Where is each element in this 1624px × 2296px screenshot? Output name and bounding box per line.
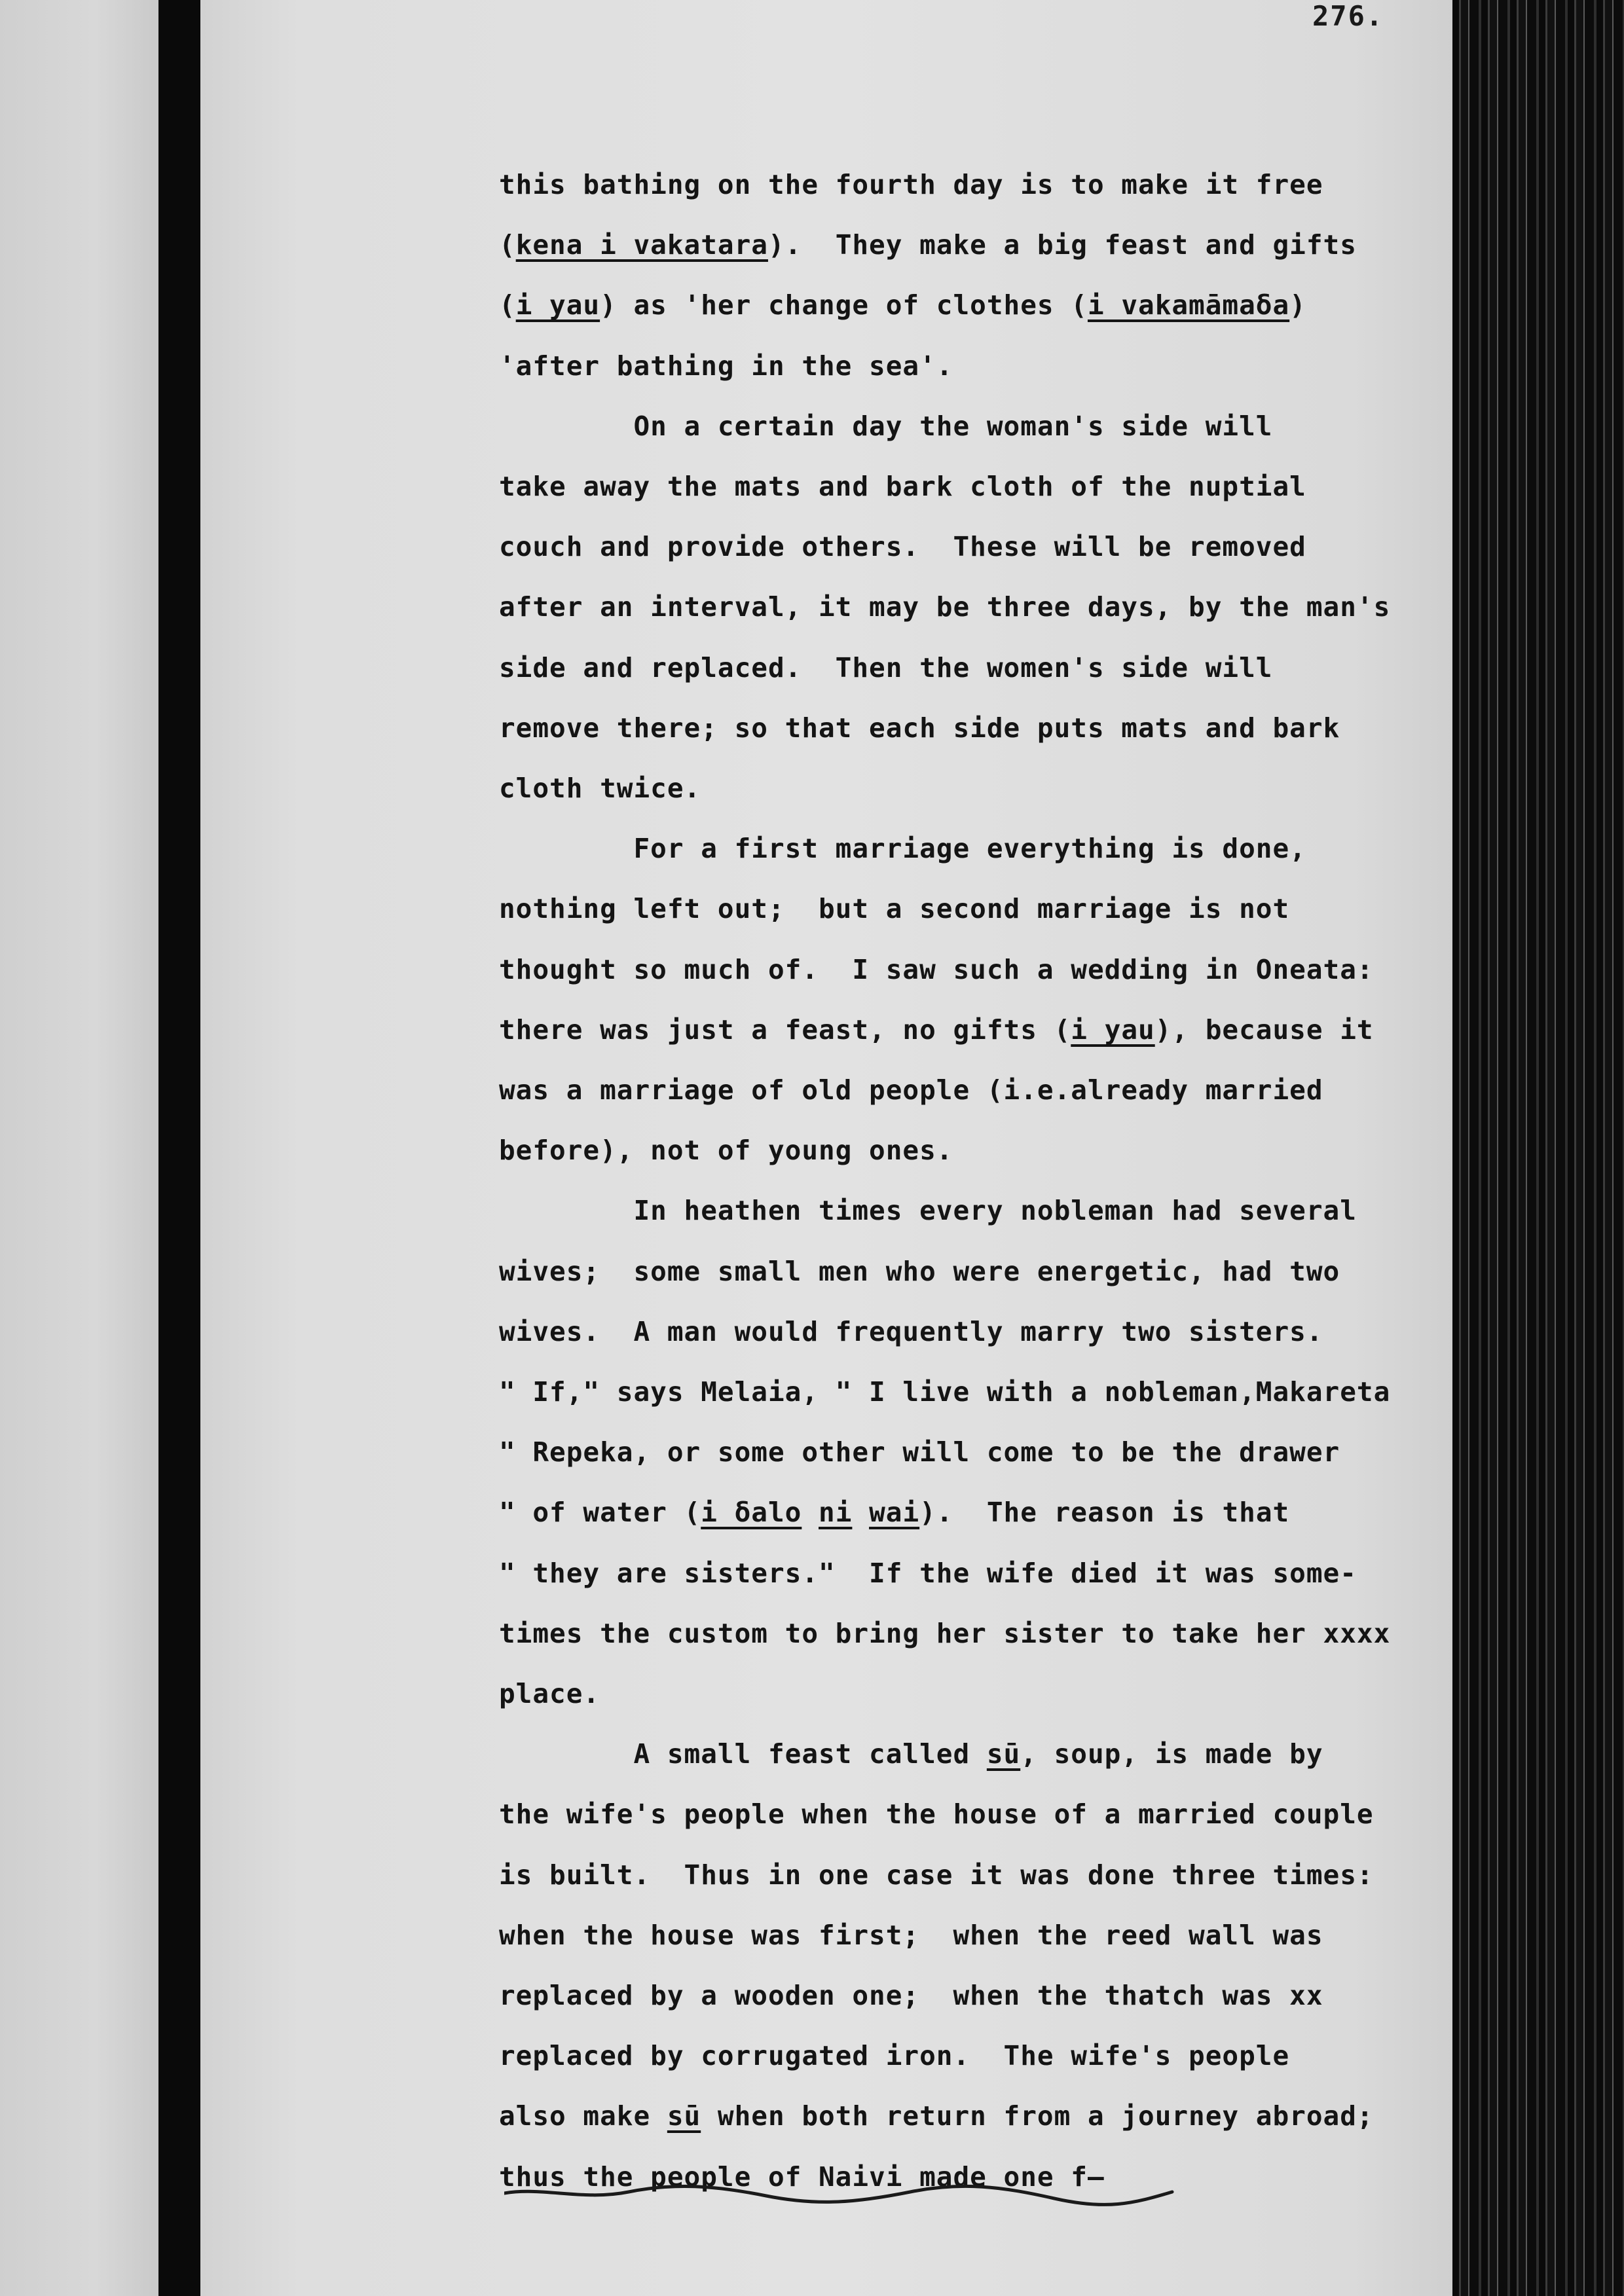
text-line xyxy=(499,893,1290,924)
text-line xyxy=(499,2100,1374,2132)
text-line xyxy=(499,2040,1290,2071)
text-segment: was a marriage of old people (i.e.already married xyxy=(499,1074,1323,1106)
text-line xyxy=(499,229,1357,261)
text-segment: 'after bathing in the sea'. xyxy=(499,350,953,382)
text-segment: place. xyxy=(499,1678,600,1709)
text-segment: there was just a feast, no gifts ( xyxy=(499,1014,1071,1046)
underlined-term: i yau xyxy=(515,289,600,321)
text-segment: cloth twice. xyxy=(499,773,701,804)
text-line xyxy=(499,169,1323,200)
text-segment: ( xyxy=(499,289,516,321)
text-segment: remove there; so that each side puts mats and bark xyxy=(499,712,1340,744)
text-line xyxy=(499,1499,1289,1526)
page-gutter-shadow xyxy=(158,0,200,2296)
text-segment: , soup, is made by xyxy=(1020,1738,1323,1770)
page-number: 276. xyxy=(1312,0,1384,32)
text-segment: when the house was first; when the reed wall was xyxy=(499,1920,1323,1951)
text-segment: For a first marriage everything is done, xyxy=(499,833,1306,864)
text-segment: this bathing on the fourth day is to make it free xyxy=(499,169,1323,200)
text-segment: On a certain day the woman's side will xyxy=(499,410,1273,442)
text-segment xyxy=(852,1497,869,1528)
text-line xyxy=(499,1436,1340,1468)
text-segment: In heathen times every nobleman had several xyxy=(499,1195,1357,1226)
text-line xyxy=(499,1738,1323,1770)
text-segment: " If," says Melaia, " I live with a nobleman,Makareta xyxy=(499,1376,1391,1408)
text-line xyxy=(499,1074,1323,1106)
text-segment: " Repeka, or some other will come to be the drawer xyxy=(499,1436,1340,1468)
underlined-term: i δalo xyxy=(701,1497,802,1528)
text-line xyxy=(499,1197,1357,1224)
text-line xyxy=(499,652,1273,683)
text-line xyxy=(499,835,1306,862)
text-line xyxy=(499,1922,1323,1949)
text-segment: ) xyxy=(1289,289,1306,321)
text-line xyxy=(499,350,953,382)
underlined-term: sū xyxy=(986,1738,1021,1770)
text-segment: couch and provide others. These will be removed xyxy=(499,531,1306,562)
text-segment: ). The reason is that xyxy=(919,1497,1290,1528)
text-segment xyxy=(802,1497,819,1528)
text-segment: replaced by corrugated iron. The wife's people xyxy=(499,2040,1290,2071)
text-segment: ), because it xyxy=(1154,1014,1374,1046)
text-line xyxy=(499,712,1340,744)
text-line xyxy=(499,531,1306,562)
text-segment: replaced by a wooden one; when the thatch was xx xyxy=(499,1980,1323,2011)
text-line xyxy=(499,1137,953,1164)
underlined-term: sū xyxy=(667,2100,701,2132)
text-line xyxy=(499,1798,1374,1830)
text-segment: after an interval, it may be three days, by the man's xyxy=(499,591,1391,623)
underlined-term: wai xyxy=(869,1497,920,1528)
text-segment: thus the people of Naivi made one f— xyxy=(499,2161,1105,2193)
text-line xyxy=(499,1014,1374,1046)
text-line xyxy=(499,1258,1340,1285)
text-segment: wives; some small men who were energetic, had two xyxy=(499,1256,1340,1287)
text-line xyxy=(499,1982,1323,2009)
text-segment: thought so much of. I saw such a wedding in Oneata: xyxy=(499,954,1374,985)
text-segment: ). They make a big feast and gifts xyxy=(767,229,1357,261)
text-segment: before), not of young ones. xyxy=(499,1135,953,1166)
text-segment: also make xyxy=(499,2100,667,2132)
left-page-edge xyxy=(0,0,158,2296)
text-segment: ) as 'her change of clothes ( xyxy=(600,289,1088,321)
text-line xyxy=(499,1316,1323,1347)
text-segment: A small feast called xyxy=(499,1738,987,1770)
handwritten-strikethrough xyxy=(504,2172,1179,2212)
text-segment: ( xyxy=(499,229,516,261)
text-segment: the wife's people when the house of a married couple xyxy=(499,1798,1374,1830)
text-line xyxy=(499,1620,1390,1647)
text-segment: take away the mats and bark cloth of the nuptial xyxy=(499,471,1306,502)
text-line xyxy=(499,1376,1391,1408)
underlined-term: i vakamāmaδa xyxy=(1087,289,1290,321)
text-segment: when both return from a journey abroad; xyxy=(701,2100,1374,2132)
text-line xyxy=(499,289,1306,321)
text-line xyxy=(499,1859,1374,1891)
text-segment: times the custom to bring her sister to take her xxxx xyxy=(499,1618,1391,1649)
text-segment: " they are sisters." If the wife died it was some- xyxy=(499,1558,1357,1589)
text-line xyxy=(499,954,1374,985)
text-segment: side and replaced. Then the women's side will xyxy=(499,652,1273,683)
underlined-term: kena i vakatara xyxy=(515,229,768,261)
text-line xyxy=(499,775,701,802)
text-line xyxy=(499,1678,600,1709)
text-line xyxy=(499,1560,1357,1587)
underlined-term: ni xyxy=(819,1497,853,1528)
text-segment: is built. Thus in one case it was done three times: xyxy=(499,1859,1374,1891)
text-segment: wives. A man would frequently marry two sisters. xyxy=(499,1316,1323,1347)
text-segment: " of water ( xyxy=(499,1497,701,1528)
text-line xyxy=(499,591,1391,623)
underlined-term: i yau xyxy=(1071,1014,1155,1046)
text-line xyxy=(499,473,1306,500)
text-line xyxy=(499,410,1273,442)
text-segment: nothing left out; but a second marriage is not xyxy=(499,893,1290,924)
book-binding-edge xyxy=(1452,0,1624,2296)
